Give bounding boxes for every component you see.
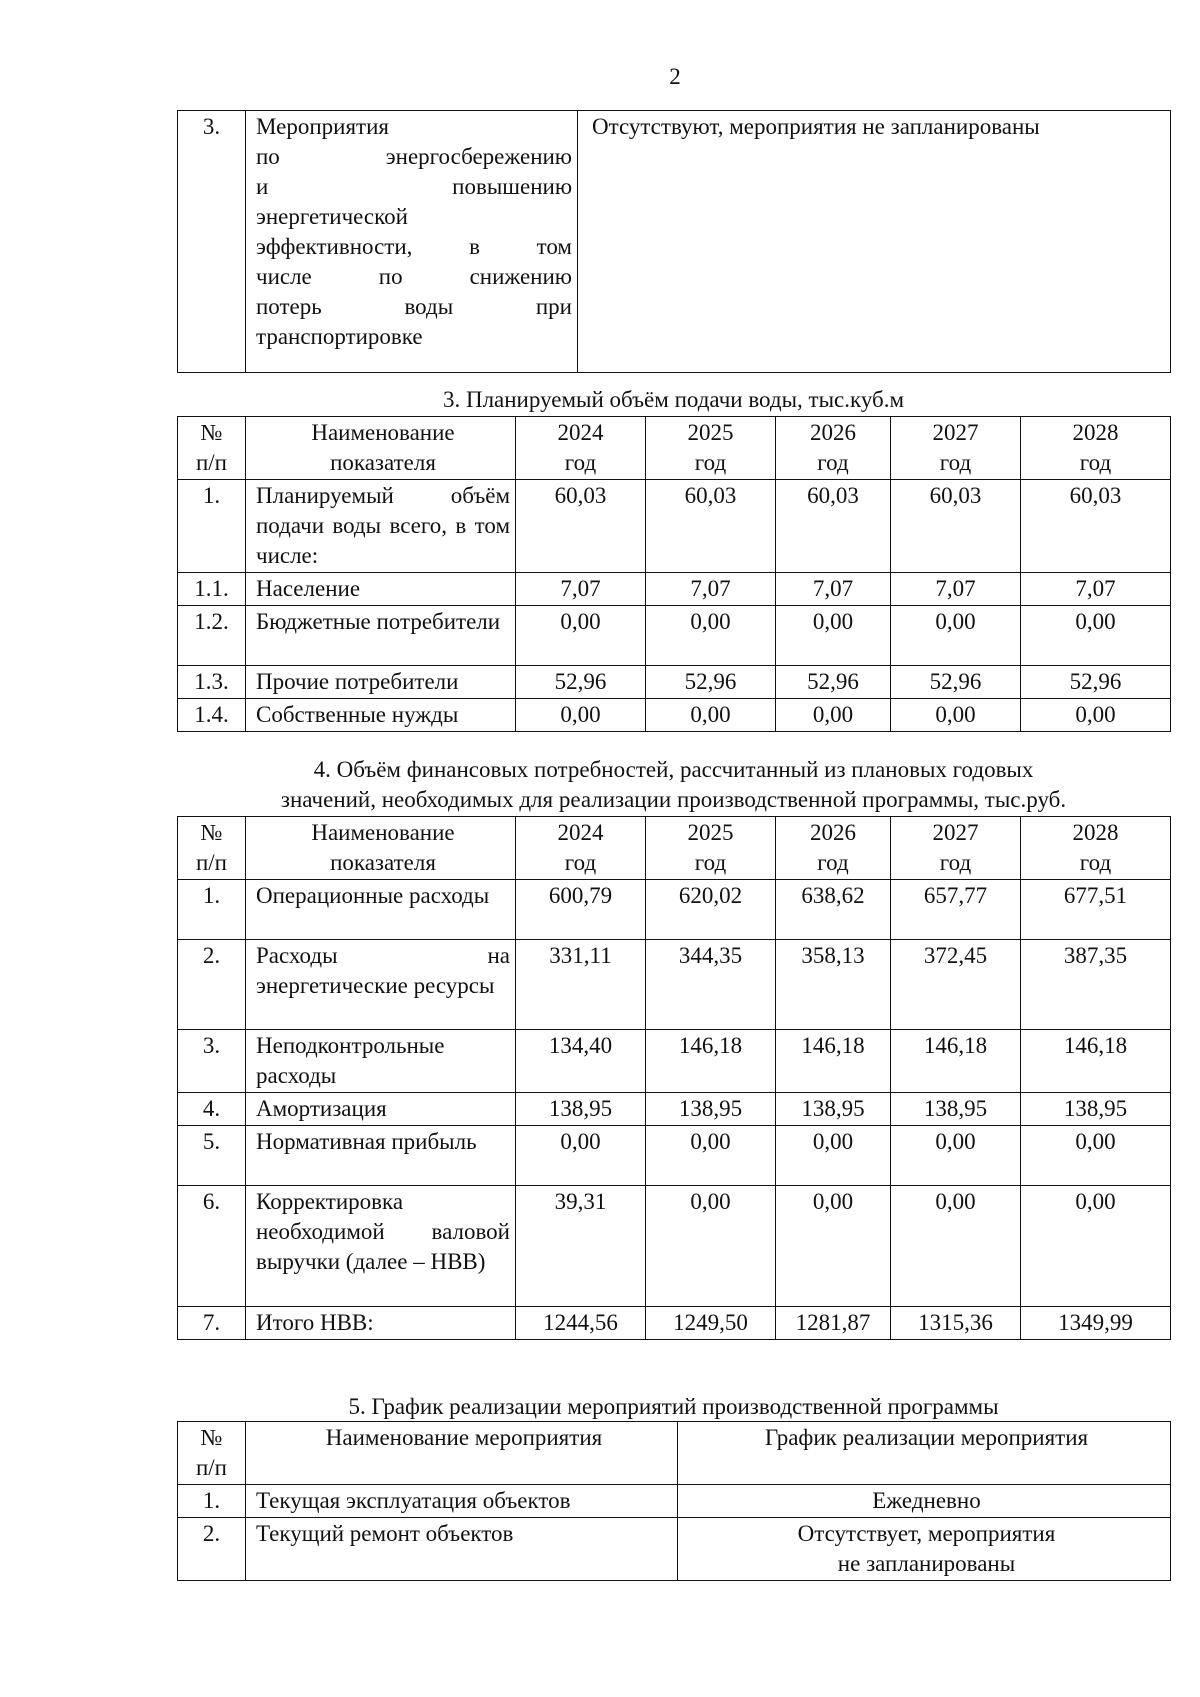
- section4-row-value: 0,00: [646, 1126, 776, 1186]
- section4-row: [178, 880, 1171, 940]
- section3-row-value: 0,00: [776, 606, 891, 666]
- section4-header-year-line: год: [817, 850, 849, 875]
- section5-row-name: Текущая эксплуатация объектов: [246, 1485, 678, 1518]
- section4-row-name: Нормативная прибыль: [246, 1126, 516, 1186]
- section4-header-year-line: 2025: [687, 820, 734, 845]
- section3-header-year-line: год: [564, 450, 597, 475]
- section3-header-year: [516, 417, 646, 480]
- section4-title-line-1: 4. Объём финансовых потребностей, рассчитанный из плановых годовых: [313, 757, 1034, 782]
- section3-row-value: 60,03: [1021, 480, 1171, 573]
- section4-row-value: 620,02: [646, 880, 776, 940]
- section4-header-year-line: 2024: [557, 820, 604, 845]
- section4-row-number: 3.: [178, 1030, 246, 1093]
- section4-row-value: 146,18: [776, 1030, 891, 1093]
- section3-header-name-line: показателя: [330, 450, 436, 475]
- section4-row-number: 7.: [178, 1307, 246, 1340]
- section4-row-number: 5.: [178, 1126, 246, 1186]
- section4-row-name: Корректировка необходимой валовой выручки (далее – НВВ): [246, 1186, 516, 1307]
- section3-row-value: 7,07: [646, 573, 776, 606]
- section4-header-num: [178, 817, 246, 880]
- section4-row-value: 1349,99: [1021, 1307, 1171, 1340]
- section3-row: [178, 699, 1171, 732]
- section4-row-value: 372,45: [891, 940, 1021, 1030]
- measures-name-word: эффективности,: [256, 234, 413, 259]
- section4-row-value: 138,95: [1021, 1093, 1171, 1126]
- section5-header-num: [178, 1422, 246, 1485]
- section3-header-num-line: п/п: [195, 450, 227, 475]
- section3-row-name: Собственные нужды: [246, 699, 516, 732]
- section5-row-schedule-line: Ежедневно: [872, 1488, 981, 1513]
- section3-row: [178, 666, 1171, 699]
- section3-row-value: 60,03: [646, 480, 776, 573]
- section4-row-value: 146,18: [1021, 1030, 1171, 1093]
- schedule-table: [177, 1421, 1171, 1581]
- section5-row-schedule-line: не запланированы: [837, 1551, 1016, 1576]
- section4-header-year: [646, 817, 776, 880]
- section4-row: [178, 1093, 1171, 1126]
- section3-header-year-line: год: [1079, 450, 1112, 475]
- section5-header-num-line: №: [200, 1425, 223, 1450]
- section3-row: [178, 480, 1171, 573]
- section4-row-value: 0,00: [646, 1186, 776, 1307]
- section3-row-value: 7,07: [891, 573, 1021, 606]
- section4-header-year-line: 2026: [810, 820, 856, 845]
- section4-header-year-line: год: [939, 850, 972, 875]
- measures-name-line: [256, 202, 572, 232]
- section3-row-number: 1.: [178, 480, 246, 573]
- section4-header-year: [776, 817, 891, 880]
- section3-header-year-line: 2028: [1072, 420, 1119, 445]
- section3-header-year-line: 2024: [557, 420, 604, 445]
- section4-row-name: Неподконтрольные расходы: [246, 1030, 516, 1093]
- financial-needs-table: [177, 816, 1171, 1340]
- section3-row-value: 52,96: [776, 666, 891, 699]
- section4-row-name: Амортизация: [246, 1093, 516, 1126]
- measures-name-word: том: [536, 234, 572, 259]
- section4-row-value: 138,95: [891, 1093, 1021, 1126]
- section3-row-number: 1.4.: [178, 699, 246, 732]
- section4-header-year: [1021, 817, 1171, 880]
- section4-row-value: 344,35: [646, 940, 776, 1030]
- section3-row-number: 1.1.: [178, 573, 246, 606]
- section4-header-year: [516, 817, 646, 880]
- section5-header-row: [178, 1422, 1171, 1485]
- measures-name-line: [256, 322, 572, 352]
- section3-row-name: Бюджетные потребители: [246, 606, 516, 666]
- measures-name-line: [256, 262, 572, 292]
- section3-header-year-line: 2026: [810, 420, 856, 445]
- section3-row-value: 0,00: [891, 606, 1021, 666]
- section3-row-number: 1.3.: [178, 666, 246, 699]
- section4-header-year: [891, 817, 1021, 880]
- section4-row-value: 0,00: [776, 1186, 891, 1307]
- section3-row-value: 7,07: [776, 573, 891, 606]
- section4-row-value: 0,00: [776, 1126, 891, 1186]
- measures-name-word: Мероприятия: [256, 114, 389, 139]
- section5-row-number: 2.: [178, 1518, 246, 1581]
- section3-row-value: 0,00: [646, 699, 776, 732]
- section4-row-value: 638,62: [776, 880, 891, 940]
- section3-row-value: 0,00: [646, 606, 776, 666]
- measures-name-word: транспортировке: [256, 324, 423, 349]
- section5-row-schedule-line: Отсутствует, мероприятия: [797, 1521, 1056, 1546]
- section3-row-value: 0,00: [776, 699, 891, 732]
- section4-row-value: 600,79: [516, 880, 646, 940]
- section3-header-year-line: 2025: [687, 420, 734, 445]
- section5-header-name: Наименование мероприятия: [246, 1422, 678, 1485]
- section4-header-year-line: год: [1079, 850, 1112, 875]
- measures-value: Отсутствуют, мероприятия не запланированы: [578, 111, 1171, 373]
- section4-row-name: Итого НВВ:: [246, 1307, 516, 1340]
- section3-row-value: 52,96: [516, 666, 646, 699]
- measures-name-line: [256, 172, 572, 202]
- measures-table: [177, 110, 1171, 373]
- section4-header-year-line: 2028: [1072, 820, 1119, 845]
- section4-row-value: 1281,87: [776, 1307, 891, 1340]
- section4-row-value: 138,95: [646, 1093, 776, 1126]
- section3-header-row: [178, 417, 1171, 480]
- section3-row: [178, 573, 1171, 606]
- section4-header-name-line: показателя: [330, 850, 436, 875]
- section3-row-value: 60,03: [516, 480, 646, 573]
- measures-name-line: [256, 142, 572, 172]
- measures-name-word: воды: [404, 294, 454, 319]
- section3-header-name: [246, 417, 516, 480]
- section3-row-value: 52,96: [646, 666, 776, 699]
- section3-title: 3. Планируемый объём подачи воды, тыс.куб.м: [442, 387, 905, 412]
- measures-name-word: повышению: [452, 174, 572, 199]
- section4-header-year-line: год: [694, 850, 727, 875]
- measures-name-word: снижению: [469, 264, 572, 289]
- measures-name-word: энергетической: [256, 204, 408, 229]
- section5-row-name: Текущий ремонт объектов: [246, 1518, 678, 1581]
- section4-row-value: 657,77: [891, 880, 1021, 940]
- section5-row: [178, 1518, 1171, 1581]
- section4-header-row: [178, 817, 1171, 880]
- measures-name-word: числе: [256, 264, 312, 289]
- section3-row-value: 0,00: [891, 699, 1021, 732]
- section4-row-value: 1244,56: [516, 1307, 646, 1340]
- section5-row-schedule: [678, 1518, 1171, 1581]
- section4-row-value: 677,51: [1021, 880, 1171, 940]
- section4-row: [178, 940, 1171, 1030]
- section3-row-value: 0,00: [516, 699, 646, 732]
- section4-row-number: 1.: [178, 880, 246, 940]
- section4-row-value: 0,00: [891, 1186, 1021, 1307]
- section4-row-value: 39,31: [516, 1186, 646, 1307]
- section5-header-num-line: п/п: [195, 1455, 227, 1480]
- section4-row-value: 138,95: [776, 1093, 891, 1126]
- section4-header-num-line: №: [200, 820, 223, 845]
- section4-row-value: 0,00: [891, 1126, 1021, 1186]
- section4-row-value: 146,18: [891, 1030, 1021, 1093]
- section4-row: [178, 1307, 1171, 1340]
- section3-row-value: 52,96: [891, 666, 1021, 699]
- section3-header-year-line: год: [694, 450, 727, 475]
- section3-header-year-line: год: [939, 450, 972, 475]
- section5-row-number: 1.: [178, 1485, 246, 1518]
- measures-name-word: потерь: [256, 294, 322, 319]
- section4-row-name: Расходы на энергетические ресурсы: [246, 940, 516, 1030]
- section3-row-value: 0,00: [1021, 606, 1171, 666]
- section3-row-value: 7,07: [1021, 573, 1171, 606]
- section4-row-value: 0,00: [1021, 1186, 1171, 1307]
- section4-row-name: Операционные расходы: [246, 880, 516, 940]
- section4-row-number: 2.: [178, 940, 246, 1030]
- measures-name-line: [256, 292, 572, 322]
- section4-row-value: 138,95: [516, 1093, 646, 1126]
- section3-header-year-line: 2027: [932, 420, 979, 445]
- measures-name-line: [256, 112, 572, 142]
- section3-header-num-line: №: [200, 420, 223, 445]
- measures-name-word: при: [535, 294, 572, 319]
- section3-header-year: [1021, 417, 1171, 480]
- section4-header-num-line: п/п: [195, 850, 227, 875]
- section3-row-value: 60,03: [891, 480, 1021, 573]
- measures-row-number: 3.: [178, 111, 246, 373]
- section4-title-line-2: значений, необходимых для реализации производственной программы, тыс.руб.: [280, 787, 1067, 812]
- section4-row-value: 134,40: [516, 1030, 646, 1093]
- section3-row-value: 7,07: [516, 573, 646, 606]
- section4-row-value: 0,00: [516, 1126, 646, 1186]
- section3-row: [178, 606, 1171, 666]
- measures-name: [246, 111, 578, 373]
- section4-row-value: 1315,36: [891, 1307, 1021, 1340]
- section5-row: [178, 1485, 1171, 1518]
- section3-row-value: 0,00: [1021, 699, 1171, 732]
- section4-row: [178, 1030, 1171, 1093]
- section3-header-year: [891, 417, 1021, 480]
- section3-row-name: Население: [246, 573, 516, 606]
- section3-header-year: [776, 417, 891, 480]
- section3-row-number: 1.2.: [178, 606, 246, 666]
- section4-row: [178, 1186, 1171, 1307]
- section4-header-name-line: Наименование: [311, 820, 455, 845]
- section3-row-value: 0,00: [516, 606, 646, 666]
- section4-row-value: 331,11: [516, 940, 646, 1030]
- section4-row-value: 387,35: [1021, 940, 1171, 1030]
- section3-row-value: 60,03: [776, 480, 891, 573]
- section4-title: [177, 755, 1170, 815]
- section4-row-value: 1249,50: [646, 1307, 776, 1340]
- measures-name-line: [256, 232, 572, 262]
- section4-row-number: 6.: [178, 1186, 246, 1307]
- measures-name-word: по: [256, 144, 280, 169]
- section4-row-number: 4.: [178, 1093, 246, 1126]
- measures-name-word: по: [378, 264, 403, 289]
- section4-header-name: [246, 817, 516, 880]
- measures-name-word: в: [469, 234, 480, 259]
- section4-header-year-line: 2027: [932, 820, 979, 845]
- section3-header-year-line: год: [817, 450, 849, 475]
- section4-row-value: 358,13: [776, 940, 891, 1030]
- section3-header-name-line: Наименование: [311, 420, 455, 445]
- measures-name-word: энергосбережению: [385, 144, 572, 169]
- section3-row-name: Прочие потребители: [246, 666, 516, 699]
- section5-header-schedule: График реализации мероприятия: [678, 1422, 1171, 1485]
- section4-row: [178, 1126, 1171, 1186]
- section3-header-num: [178, 417, 246, 480]
- section3-row-value: 52,96: [1021, 666, 1171, 699]
- water-volume-table: [177, 416, 1171, 732]
- section3-row-name: Планируемый объём подачи воды всего, в том числе:: [246, 480, 516, 573]
- measures-name-word: и: [256, 174, 269, 199]
- section3-header-year: [646, 417, 776, 480]
- section4-row-value: 0,00: [1021, 1126, 1171, 1186]
- section4-header-year-line: год: [564, 850, 597, 875]
- section5-row-schedule: [678, 1485, 1171, 1518]
- section5-title: 5. График реализации мероприятий производственной программы: [348, 1394, 999, 1419]
- section4-row-value: 146,18: [646, 1030, 776, 1093]
- page-number: 2: [669, 64, 681, 89]
